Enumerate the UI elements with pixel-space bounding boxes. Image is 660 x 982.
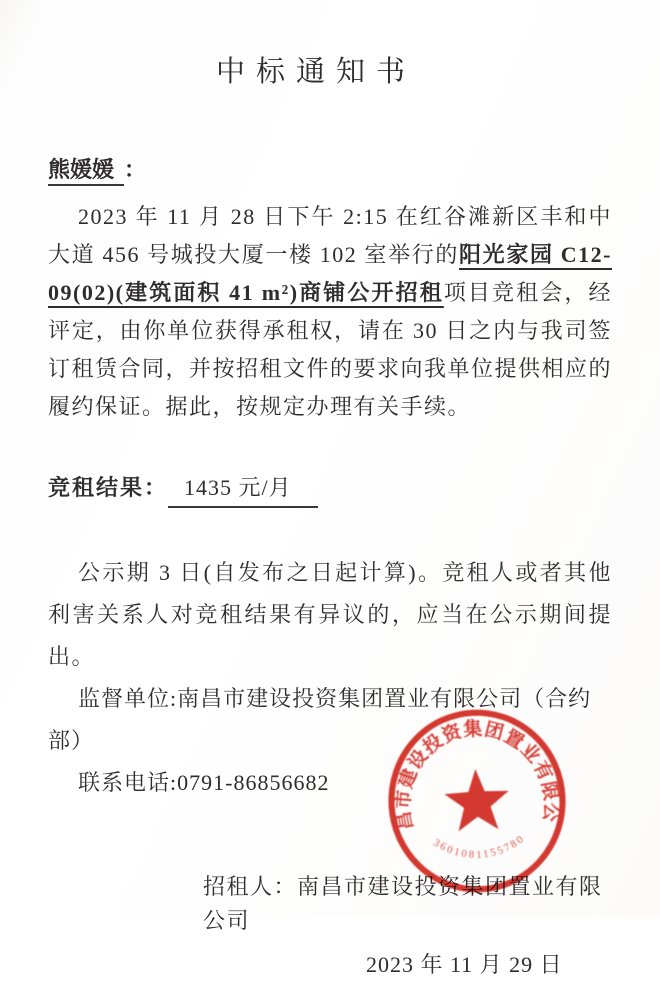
addressee-line [48,154,612,186]
date-line: 2023 年 11 月 29 日 [366,952,563,977]
bid-result-line [48,472,612,508]
public-notice-paragraph: 公示期 3 日(自发布之日起计算)。竞租人或者其他利害关系人对竞租结果有异议的，应当在公示期间提出。 [48,560,612,669]
seal-number-arc-text: 3601081155780 [430,832,528,861]
paragraph-text-pre: 2023 年 11 月 28 日下午 2:15 在红谷滩新区丰和中大道 456 号城投大厦一楼 102 室举行的 [48,204,612,267]
main-paragraph [48,198,612,426]
lessor-line: 招租人：南昌市建设投资集团置业有限公司 [203,874,603,933]
project-name-underlined: 阳光家园 C12-09(02)(建筑面积 41 m²)商铺公开招租 [48,242,612,305]
signature-block [48,870,612,982]
paragraph-text-post: 项目竞租会，经评定，由你单位获得承租权，请在 30 日之内与我司签订租赁合同，并按招租文件的要求向我单位提供相应的履约保证。据此，按规定办理有关手续。 [48,280,613,419]
page-title: 中标通知书 [215,56,416,88]
supervisor-line: 监督单位:南昌市建设投资集团置业有限公司（合约部） [48,686,592,753]
bid-result-value: 1435 元/月 [168,472,318,508]
bid-result-label: 竞租结果： [48,475,169,500]
seal-company-arc-text: 南昌市建设投资集团置业有限公司 [377,697,562,832]
phone-line: 联系电话:0791-86856682 [78,770,330,795]
addressee-name: 熊媛媛 [48,157,124,186]
addressee-colon: ： [124,157,147,182]
